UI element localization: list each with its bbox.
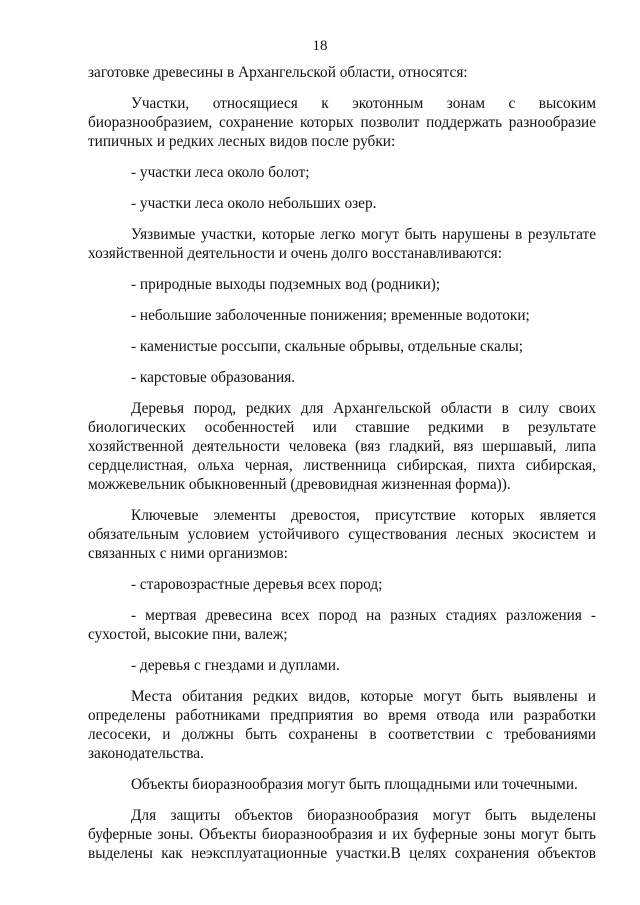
paragraph-buffer-zones: Для защиты объектов биоразнообразия могут быть выделены буферные зоны. Объекты биоразнообразия и их буферные зоны могут быть выделены как неэксплуатационные участки.В целях сохранения объектов — [88, 807, 596, 862]
list-item: - природные выходы подземных вод (родники); — [131, 276, 441, 293]
list-item: - участки леса около небольших озер. — [131, 195, 377, 212]
list-item: - старовозрастные деревья всех пород; — [131, 576, 383, 593]
page-number: 18 — [312, 38, 328, 54]
list-item: - участки леса около болот; — [131, 164, 310, 181]
paragraph-rare-species-habitats: Места обитания редких видов, которые могут быть выявлены и определены работниками предприятия во время отвода или разработки лесосеки, и должны быть сохранены в соответствии с требованиями законодательства. — [88, 688, 596, 762]
paragraph-biodiversity-objects: Объекты биоразнообразия могут быть площадными или точечными. — [131, 776, 578, 793]
list-item: - мертвая древесина всех пород на разных стадиях разложения - сухостой, высокие пни, валеж; — [88, 607, 596, 643]
paragraph-key-stand-elements: Ключевые элементы древостоя, присутствие которых является обязательным условием устойчивого существования лесных экосистем и связанных с ними организмов: — [88, 507, 596, 562]
list-item: - деревья с гнездами и дуплами. — [131, 657, 340, 674]
paragraph-ecotone-areas: Участки, относящиеся к экотонным зонам с высоким биоразнообразием, сохранение которых позволит поддержать разнообразие типичных и редких лесных видов после рубки: — [88, 95, 596, 150]
paragraph-vulnerable-areas: Уязвимые участки, которые легко могут быть нарушены в результате хозяйственной деятельности и очень долго восстанавливаются: — [88, 226, 596, 262]
paragraph-rare-tree-species: Деревья пород, редких для Архангельской области в силу своих биологических особенностей или ставшие редкими в результате хозяйственной деятельности человека (вяз гладкий, вяз шершавый, липа сердцелистная, ольха черная, лиственница сибирская, пихта сибирская, можжевельник обыкновенный (древовидная жизненная форма)). — [88, 400, 596, 493]
list-item: - небольшие заболоченные понижения; временные водотоки; — [131, 307, 530, 324]
paragraph-continuation: заготовке древесины в Архангельской области, относятся: — [88, 64, 468, 81]
list-item: - каменистые россыпи, скальные обрывы, отдельные скалы; — [131, 338, 524, 355]
list-item: - карстовые образования. — [131, 369, 296, 386]
document-body — [88, 63, 596, 863]
